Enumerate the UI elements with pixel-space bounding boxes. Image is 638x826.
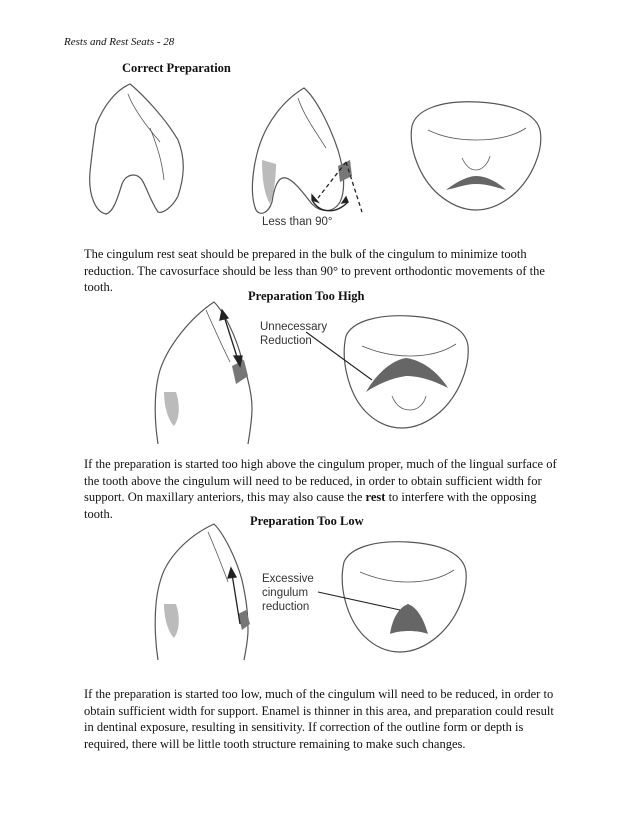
tooth-labial-view-1 bbox=[90, 84, 184, 214]
leader-line-2 bbox=[306, 332, 372, 380]
section-title-too-low: Preparation Too Low bbox=[250, 514, 364, 528]
angle-indicator-less-than-90 bbox=[312, 162, 362, 212]
paragraph-too-high-text: If the preparation is started too high above the cingulum proper, much of the lingual surface of the tooth above the cingulum will need to be reduced, in order to obtain sufficient width for support. On maxillary anteriors, this may also cause the bbox=[84, 457, 557, 504]
lingual-shading-2 bbox=[164, 392, 179, 426]
label-reduction: Reduction bbox=[260, 335, 312, 347]
section-title-too-high: Preparation Too High bbox=[248, 289, 365, 303]
label-cingulum: cingulum bbox=[262, 587, 309, 599]
paragraph-too-high-bold: rest bbox=[365, 490, 386, 504]
paragraph-correct-preparation: The cingulum rest seat should be prepared in the bulk of the cingulum to minimize tooth reduction. The cavosurface should be less than 90° to prevent orthodontic movements of the tooth. bbox=[84, 247, 545, 294]
tooth-proximal-view-3 bbox=[155, 524, 248, 660]
label-reduction-3: reduction bbox=[262, 601, 310, 613]
paragraph-too-high-text-end: to interfere with the opposing tooth. bbox=[84, 490, 537, 521]
tooth-occlusal-view-1 bbox=[411, 102, 541, 210]
reduction-arrow-3 bbox=[228, 568, 240, 624]
tooth-occlusal-view-3 bbox=[342, 542, 466, 652]
lingual-shading-3 bbox=[164, 604, 179, 638]
label-unnecessary: Unnecessary bbox=[260, 321, 328, 333]
rest-seat-occlusal-1 bbox=[446, 176, 506, 190]
label-less-than-90: Less than 90° bbox=[262, 216, 333, 228]
paragraph-too-low: If the preparation is started too low, much of the cingulum will need to be reduced, in order to obtain sufficient width for support. Enamel is thinner in this area, and preparation could result in dentinal exposure, resulting in sensitivity. If correction of the outline form or depth is required, there will be little tooth structure remaining to make such changes. bbox=[84, 687, 554, 751]
lingual-shading-1 bbox=[262, 160, 276, 204]
paragraph-too-high bbox=[84, 456, 564, 522]
leader-line-3 bbox=[318, 592, 400, 610]
page-header: Rests and Rest Seats - 28 bbox=[64, 36, 175, 48]
section-title-correct-preparation: Correct Preparation bbox=[122, 61, 231, 75]
label-excessive: Excessive bbox=[262, 573, 314, 585]
reduction-arrow-2 bbox=[220, 310, 242, 366]
rest-seat-occlusal-2 bbox=[366, 358, 448, 392]
